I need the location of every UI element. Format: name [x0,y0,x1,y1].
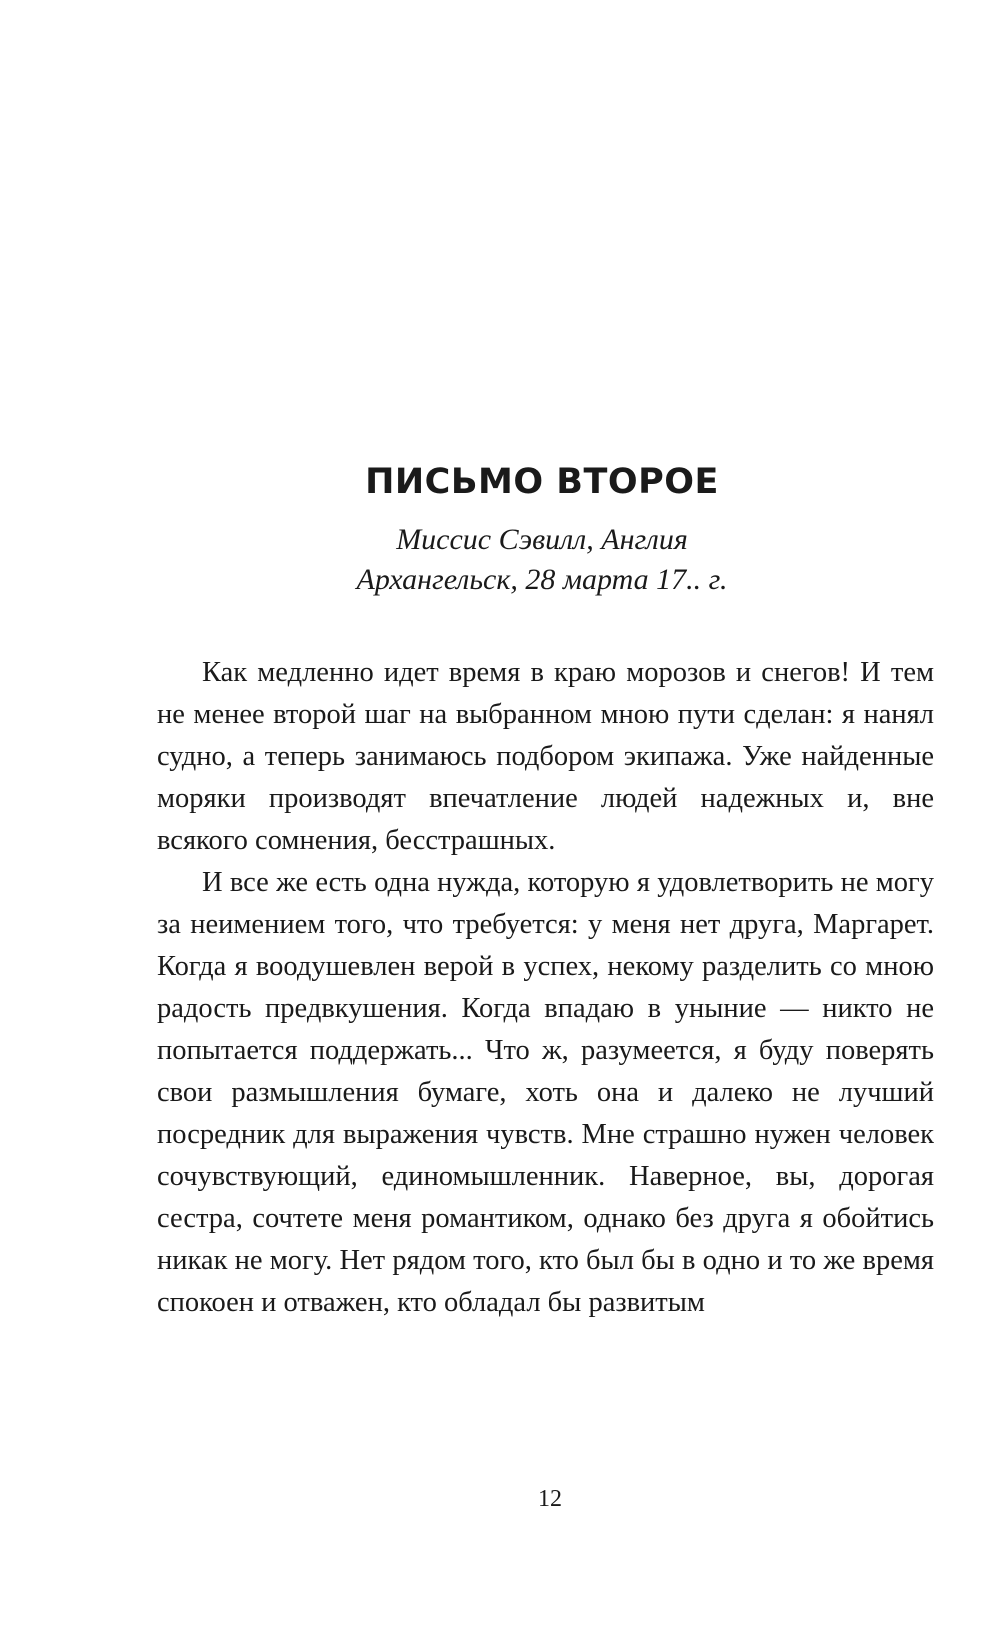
place-date-line: Архангельск, 28 марта 17.. г. [356,563,728,596]
addressee-line: Миссис Сэвилл, Англия [396,523,688,556]
page-number: 12 [538,1486,562,1512]
body-text [157,652,934,1324]
letter-header [0,520,1000,600]
chapter-title: ПИСЬМО ВТОРОЕ [365,462,719,502]
paragraph-1: Как медленно идет время в краю морозов и снегов! И тем не менее второй шаг на выбранном мною пути сделан: я нанял судно, а теперь занимаюсь подбором экипажа. Уже найденные моряки производят впечатление людей надежных и, вне всякого сомнения, бесстрашных. [157,657,934,856]
paragraph-2: И все же есть одна нужда, которую я удовлетворить не могу за неимением того, что требуется: у меня нет друга, Маргарет. Когда я воодушевлен верой в успех, некому разделить со мною радость предвкушения. Когда впадаю в уныние — никто не попытается поддержать... Что ж, разумеется, я буду поверять свои размышления бумаге, хоть она и далеко не лучший посредник для выражения чувств. Мне страшно нужен человек сочувствующий, единомышленник. Наверное, вы, дорогая сестра, сочтете меня романтиком, однако без друга я обойтись никак не могу. Нет рядом того, кто был бы в одно и то же время спокоен и отважен, кто обладал бы развитым [157,867,934,1318]
